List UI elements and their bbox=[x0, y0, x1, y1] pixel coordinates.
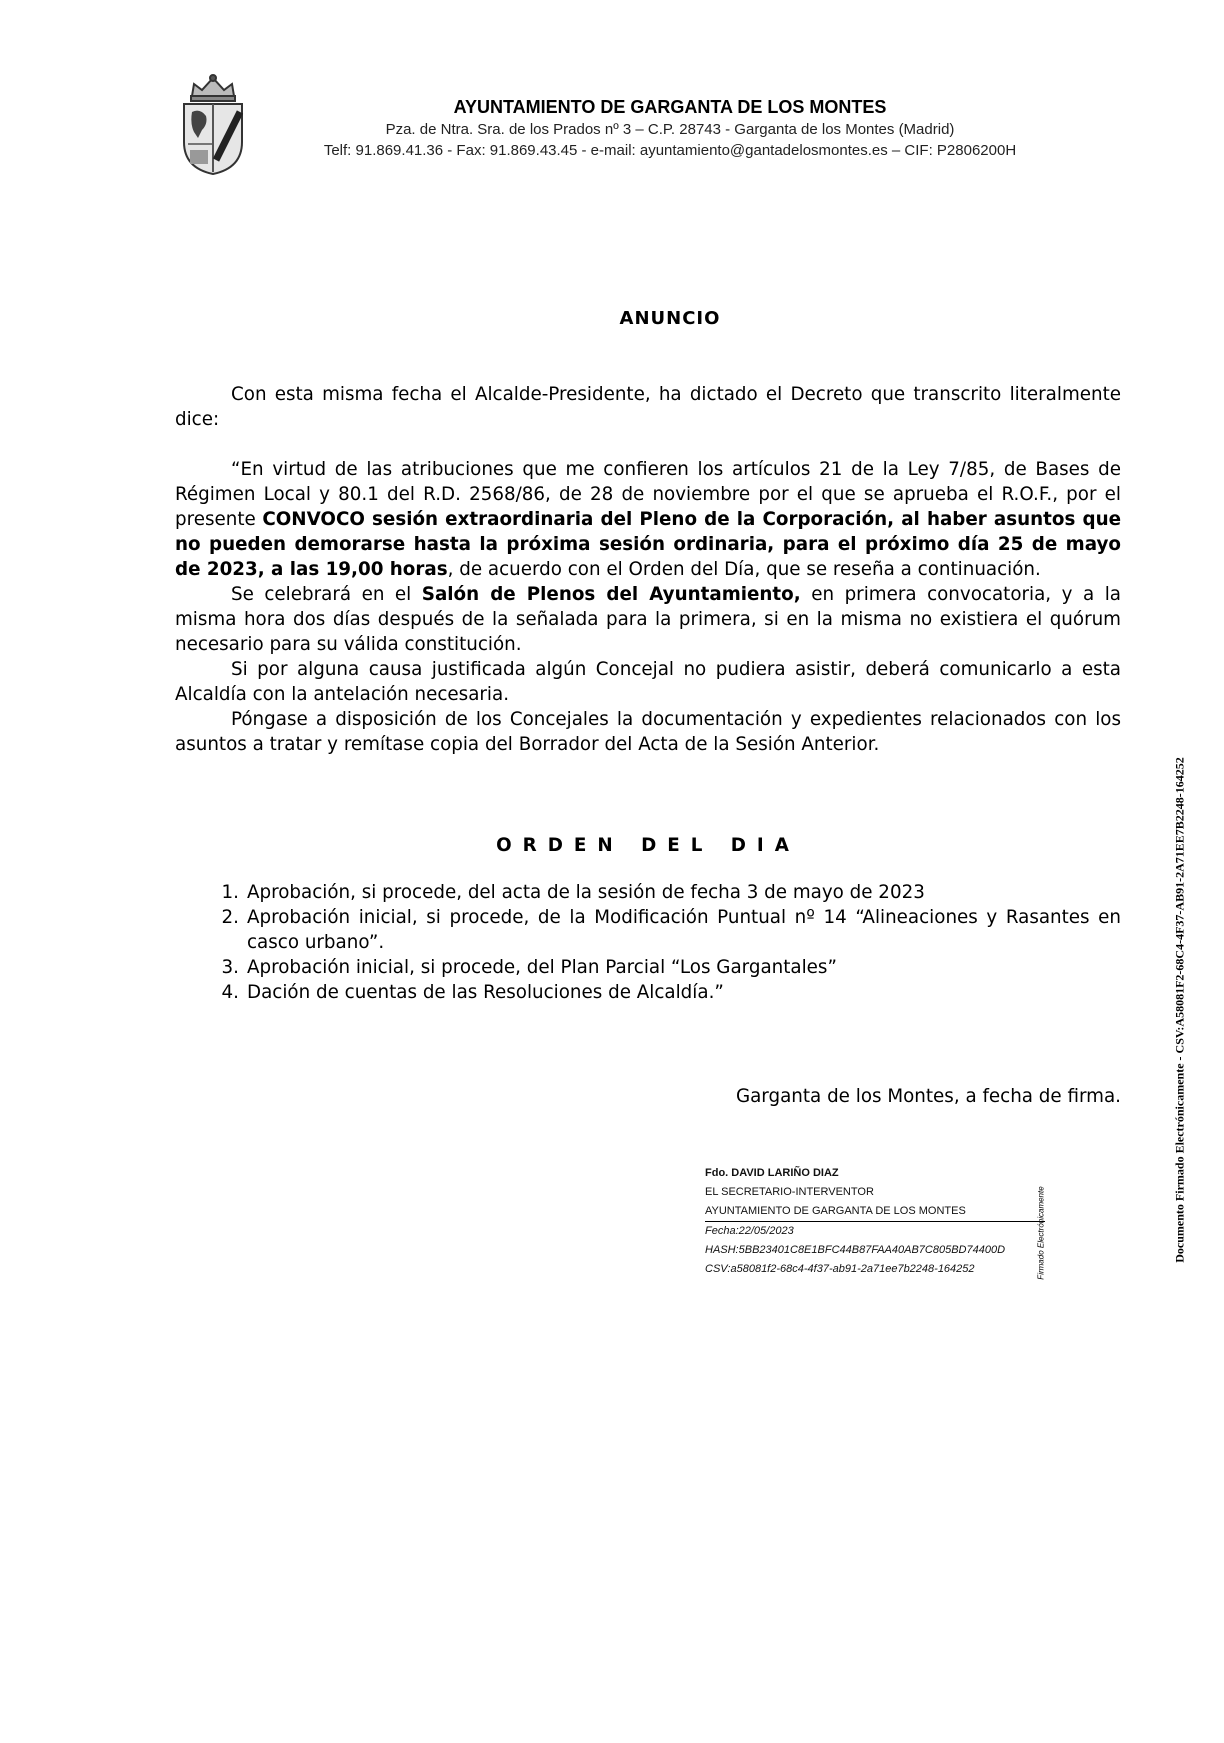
electronic-signature-side-note bbox=[1168, 700, 1192, 1320]
document-title: ANUNCIO bbox=[619, 308, 721, 329]
header-contact: Telf: 91.869.41.36 - Fax: 91.869.43.45 - e-mail: ayuntamiento@gantadelosmontes.es – CIF: P2806200H bbox=[323, 142, 1017, 159]
coat-of-arms-logo bbox=[178, 72, 248, 177]
list-item bbox=[175, 880, 1121, 905]
signature-csv: CSV:a58081f2-68c4-4f37-ab91-2a71ee7b2248-164252 bbox=[705, 1263, 975, 1275]
agenda-list bbox=[175, 880, 1121, 1005]
signature-stamp bbox=[1033, 1168, 1049, 1298]
list-item-number: 4. bbox=[221, 982, 239, 1003]
absence-paragraph: Si por alguna causa justificada algún Concejal no pudiera asistir, deberá comunicarlo a esta Alcaldía con la antelación necesaria. bbox=[175, 659, 1121, 705]
list-item-text: Aprobación inicial, si procede, de la Modificación Puntual nº 14 “Alineaciones y Rasantes en casco urbano”. bbox=[247, 907, 1121, 953]
signature-hash: HASH:5BB23401C8E1BFC44B87FAA40AB7C805BD74400D bbox=[705, 1244, 1006, 1256]
signature-block bbox=[705, 1164, 1055, 1279]
signer-organization: AYUNTAMIENTO DE GARGANTA DE LOS MONTES bbox=[705, 1202, 1045, 1222]
list-item-number: 2. bbox=[221, 907, 239, 928]
agenda-title: ORDEN DEL DIA bbox=[496, 835, 800, 856]
intro-paragraph: Con esta misma fecha el Alcalde-Presidente, ha dictado el Decreto que transcrito literalmente dice: bbox=[175, 384, 1121, 430]
list-item bbox=[175, 980, 1121, 1005]
decree-convocation: CONVOCO sesión extraordinaria del Pleno de la Corporación, al haber asuntos que no pueden demorarse hasta la próxima sesión ordinaria, para el próximo día 25 de mayo de 2023, a las 19,00 horas bbox=[175, 509, 1121, 580]
venue-text-start: Se celebrará en el bbox=[231, 584, 422, 605]
venue-paragraph bbox=[175, 582, 1121, 657]
list-item bbox=[175, 955, 1121, 980]
signature-stamp-text: Firmado Electrónicamente bbox=[1036, 1186, 1046, 1280]
place-date: Garganta de los Montes, a fecha de firma. bbox=[735, 1086, 1121, 1107]
decree-paragraph bbox=[175, 457, 1121, 582]
signature-date: Fecha:22/05/2023 bbox=[705, 1225, 794, 1237]
list-item-text: Aprobación inicial, si procede, del Plan Parcial “Los Gargantales” bbox=[247, 957, 837, 978]
signer-role: EL SECRETARIO-INTERVENTOR bbox=[705, 1186, 874, 1198]
header-address: Pza. de Ntra. Sra. de los Prados nº 3 – C.P. 28743 - Garganta de los Montes (Madrid) bbox=[385, 121, 955, 138]
document-body bbox=[175, 382, 1121, 757]
decree-text-start: “En virtud de las atribuciones que me confieren los artículos 21 de la Ley 7/85, de Bases de Régimen Local y 80.1 del R.D. 2568/86, de 28 de noviembre por el que se aprueba el R.O.F., por el presente bbox=[175, 459, 1121, 530]
documentation-paragraph: Póngase a disposición de los Concejales la documentación y expedientes relacionados con los asuntos a tratar y remítase copia del Borrador del Acta de la Sesión Anterior. bbox=[175, 709, 1121, 755]
list-item-text: Aprobación, si procede, del acta de la sesión de fecha 3 de mayo de 2023 bbox=[247, 882, 925, 903]
list-item-number: 1. bbox=[221, 882, 239, 903]
list-item-text: Dación de cuentas de las Resoluciones de Alcaldía.” bbox=[247, 982, 724, 1003]
decree-text-end: , de acuerdo con el Orden del Día, que se reseña a continuación. bbox=[447, 559, 1041, 580]
side-note-text: Documento Firmado Electrónicamente - CSV:A58081F2-68C4-4F37-AB91-2A71EE7B2248-164252 bbox=[1172, 757, 1187, 1263]
list-item-number: 3. bbox=[221, 957, 239, 978]
list-item bbox=[175, 905, 1121, 955]
venue-name: Salón de Plenos del Ayuntamiento, bbox=[421, 584, 801, 605]
venue-text-end: en primera convocatoria, y a la misma hora dos días después de la señalada para la primera, si en la misma no existiera el quórum necesario para su válida constitución. bbox=[175, 584, 1121, 655]
header-title: AYUNTAMIENTO DE GARGANTA DE LOS MONTES bbox=[453, 97, 887, 117]
signer-name: Fdo. DAVID LARIÑO DIAZ bbox=[705, 1167, 839, 1179]
